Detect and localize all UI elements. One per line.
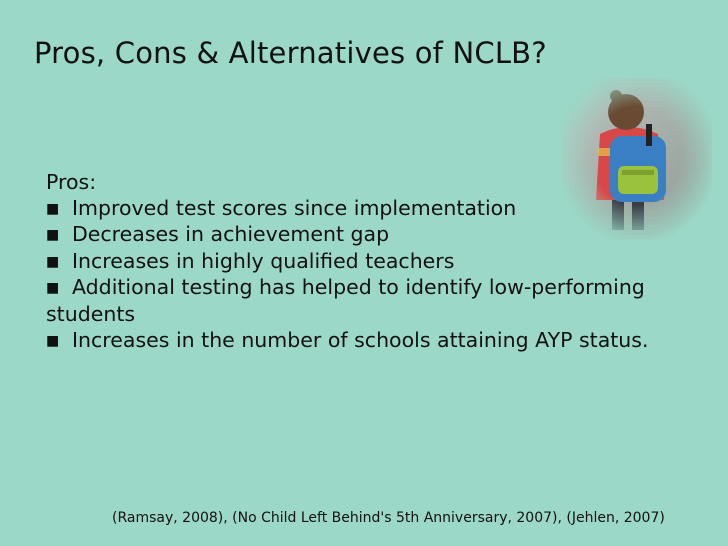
citation: (Ramsay, 2008), (No Child Left Behind's 5th Anniversary, 2007), (Jehlen, 2007) bbox=[112, 510, 665, 526]
pros-list bbox=[46, 196, 666, 355]
bullet-icon: ■ bbox=[46, 253, 60, 270]
bullet-icon: ■ bbox=[46, 200, 60, 217]
list-item-text: Additional testing has helped to identify low-performing students bbox=[46, 275, 645, 326]
list-item-text: Increases in the number of schools attaining AYP status. bbox=[72, 327, 649, 352]
list-item bbox=[46, 328, 666, 355]
list-item-text: Increases in highly qualified teachers bbox=[72, 248, 455, 273]
slide-title: Pros, Cons & Alternatives of NCLB? bbox=[34, 36, 547, 70]
list-item bbox=[46, 249, 666, 276]
pros-label: Pros: bbox=[46, 170, 97, 194]
list-item bbox=[46, 222, 666, 249]
list-item bbox=[46, 275, 666, 327]
bullet-icon: ■ bbox=[46, 227, 60, 244]
bullet-icon: ■ bbox=[46, 280, 60, 297]
list-item-text: Decreases in achievement gap bbox=[72, 222, 390, 247]
pros-content bbox=[46, 170, 666, 354]
bullet-icon: ■ bbox=[46, 332, 60, 349]
list-item bbox=[46, 196, 666, 223]
list-item-text: Improved test scores since implementation bbox=[72, 195, 517, 220]
